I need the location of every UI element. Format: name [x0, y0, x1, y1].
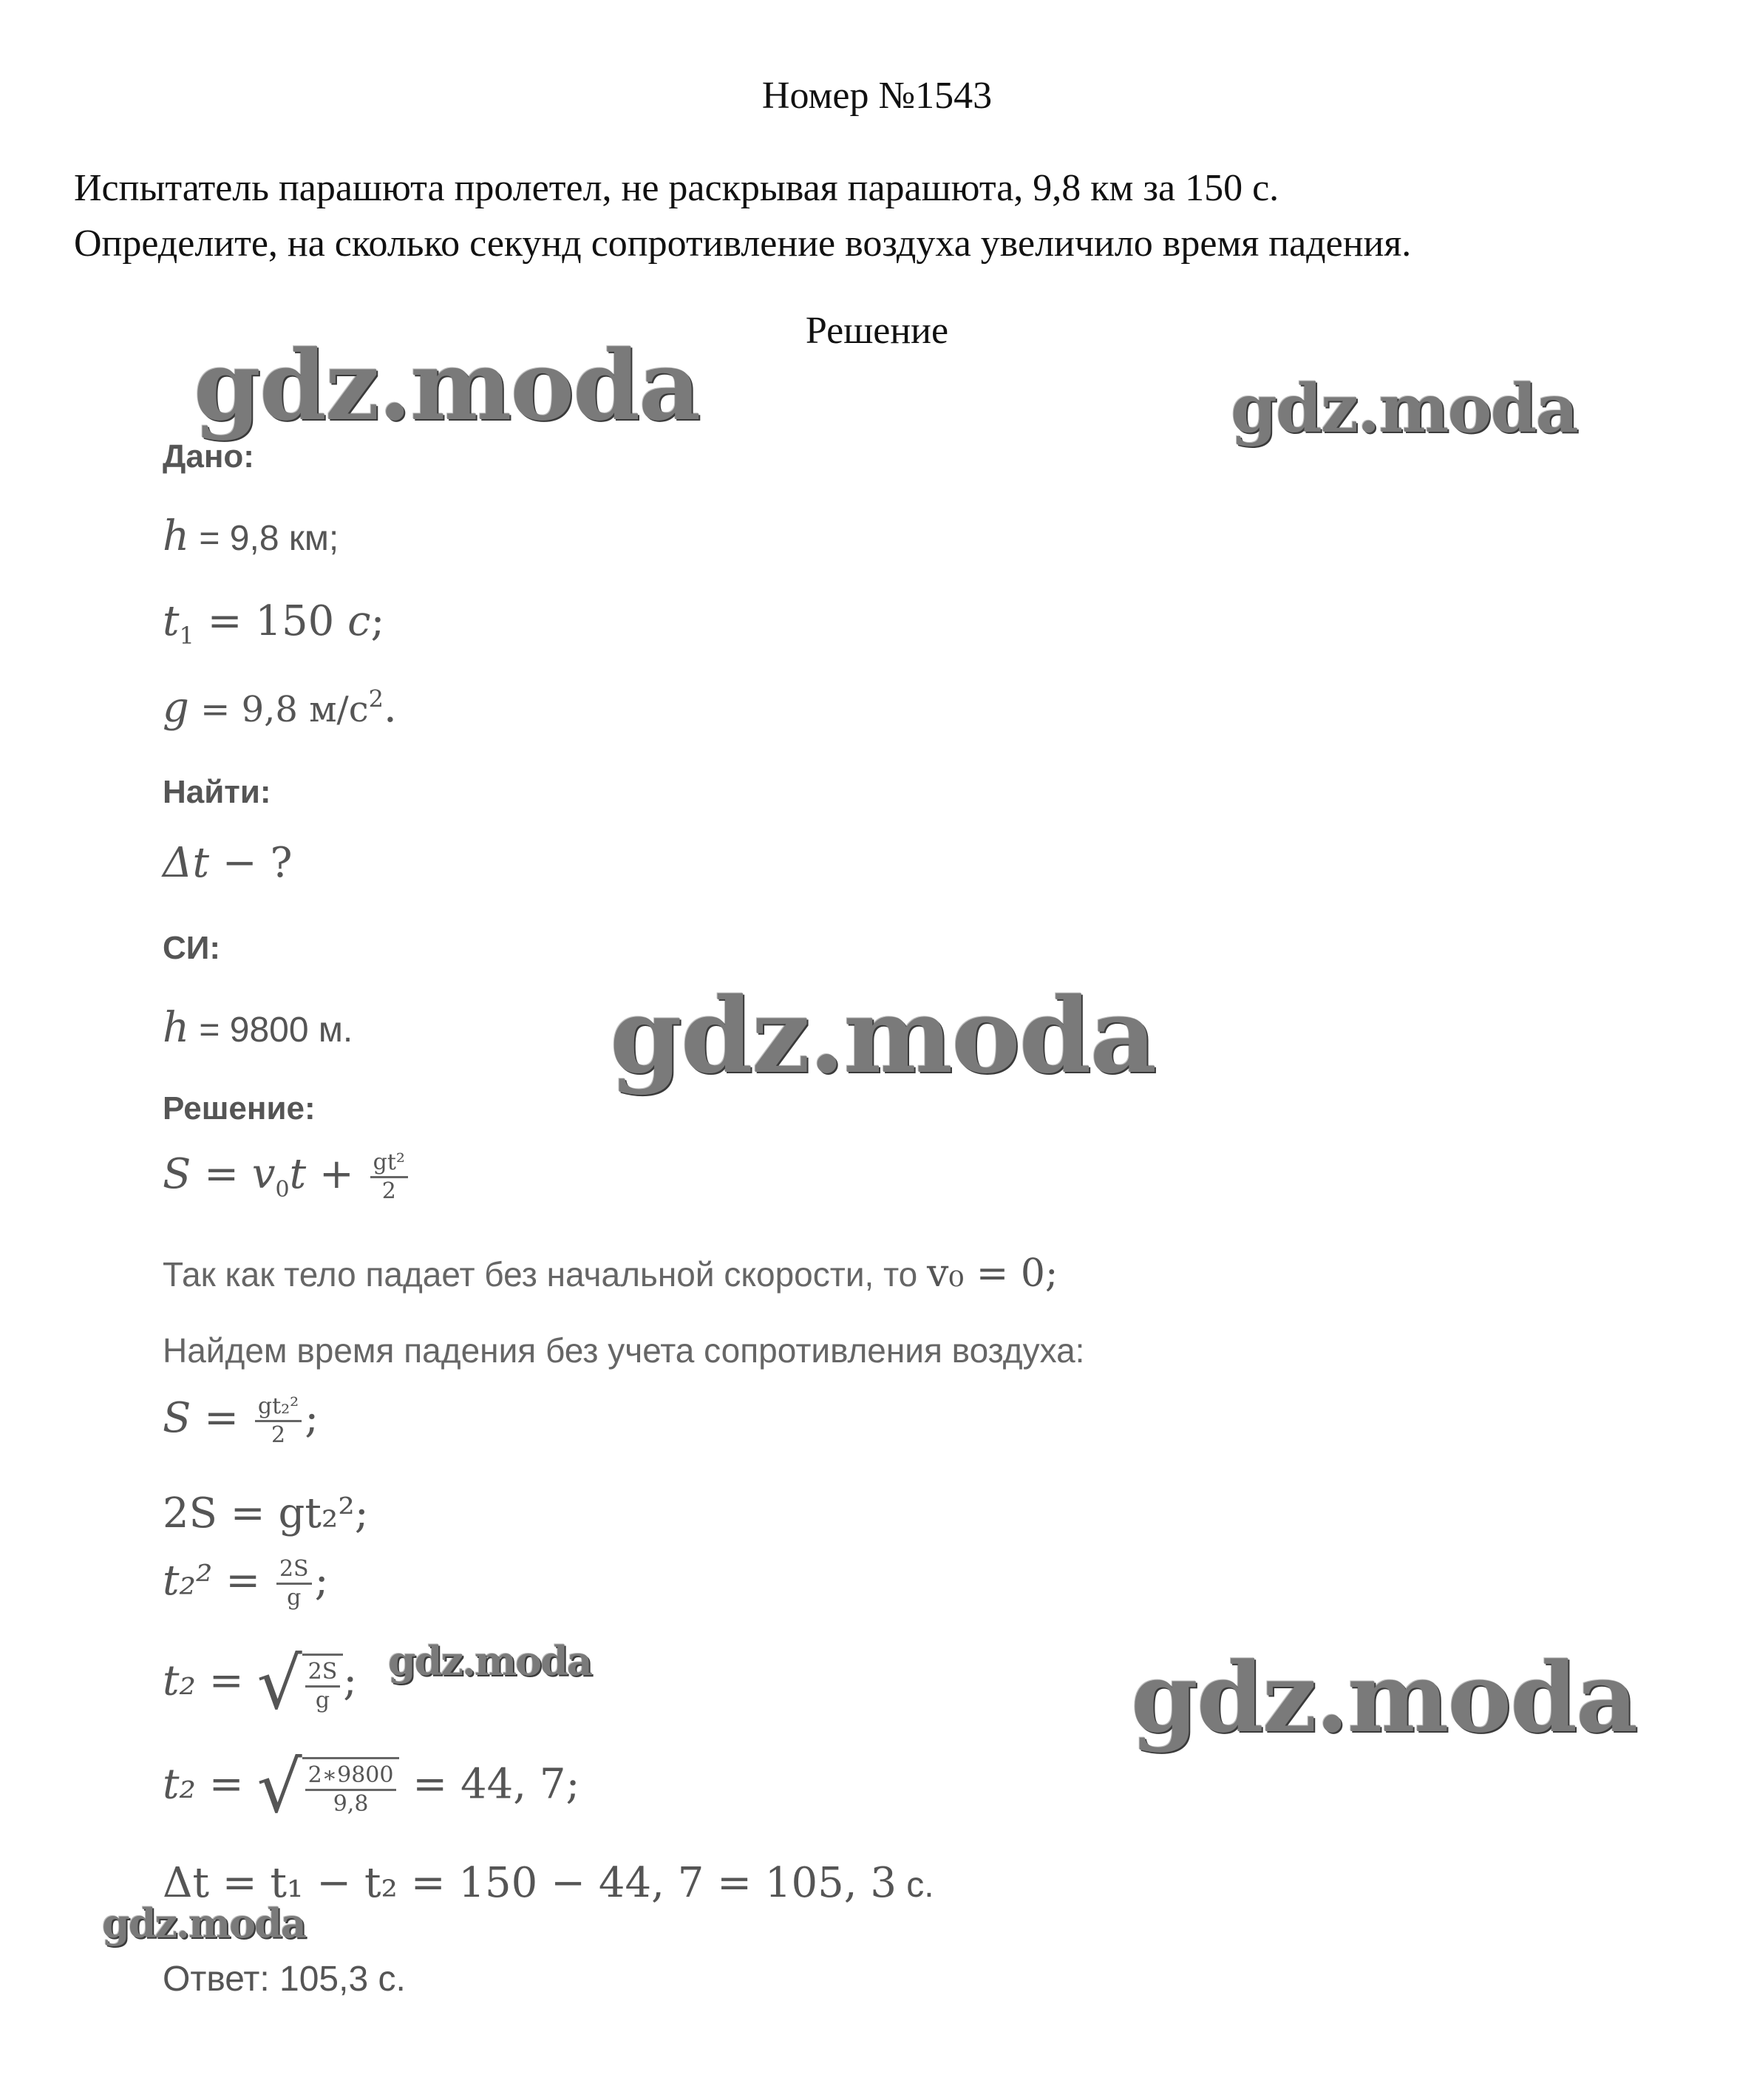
task-text-line-1: Испытатель парашюта пролетел, не раскрывая парашюта, 9,8 км за 150 с. — [74, 167, 1279, 209]
task-text-line-2: Определите, на сколько секунд сопротивление воздуха увеличило время падения. — [74, 222, 1412, 265]
answer-text: Ответ: 105,3 с. — [163, 1960, 406, 1999]
given-time: $t_1 = 150$ с; — [163, 597, 385, 650]
equation-2: 2S = gt₂²; — [163, 1489, 369, 1537]
equation-1: S = $\frac{\text{gt₂²}}{2}$ ; — [163, 1393, 319, 1448]
given-label: Дано: — [163, 438, 254, 475]
solution-title: Решение — [805, 310, 949, 352]
watermark-logo: gdz.moda — [1131, 1641, 1637, 1754]
solution-label: Решение: — [163, 1090, 316, 1127]
page-title: Номер №1543 — [761, 75, 993, 117]
find-label: Найти: — [163, 774, 271, 810]
equation-4: t₂ = √ $\frac{2S}{g}$ ; — [163, 1642, 358, 1725]
given-height: h = 9,8 км; — [163, 512, 339, 560]
watermark-logo: gdz.moda — [388, 1637, 591, 1685]
formula-distance: $S = v_0t$ + $\frac{\text{gt²}}{2}$ — [163, 1149, 411, 1205]
given-gravity: g = 9,8 $м/с^2$. — [163, 684, 397, 732]
explanation-text-2: Найдем время падения без учета сопротивления воздуха: — [163, 1331, 1085, 1370]
watermark-logo: gdz.moda — [1231, 370, 1577, 448]
find-value: Δt − ? — [163, 839, 293, 887]
equation-3: t₂² = $\frac{2S}{g}$ ; — [163, 1556, 329, 1611]
watermark-logo: gdz.moda — [194, 329, 700, 442]
si-value: h = 9800 м. — [163, 1004, 353, 1052]
explanation-text-1: Так как тело падает без начальной скорости, то v₀ = 0; — [163, 1251, 1058, 1296]
watermark-logo: gdz.moda — [102, 1900, 305, 1947]
equation-5: t₂ = √ $\frac{2∗9800}{9,8}$ = 44, 7; — [163, 1746, 580, 1829]
watermark-logo: gdz.moda — [610, 976, 1156, 1097]
equation-6: Δt = t₁ − t₂ = 150 − 44, 7 = 105, 3 с. — [163, 1859, 934, 1907]
si-label: СИ: — [163, 930, 221, 966]
